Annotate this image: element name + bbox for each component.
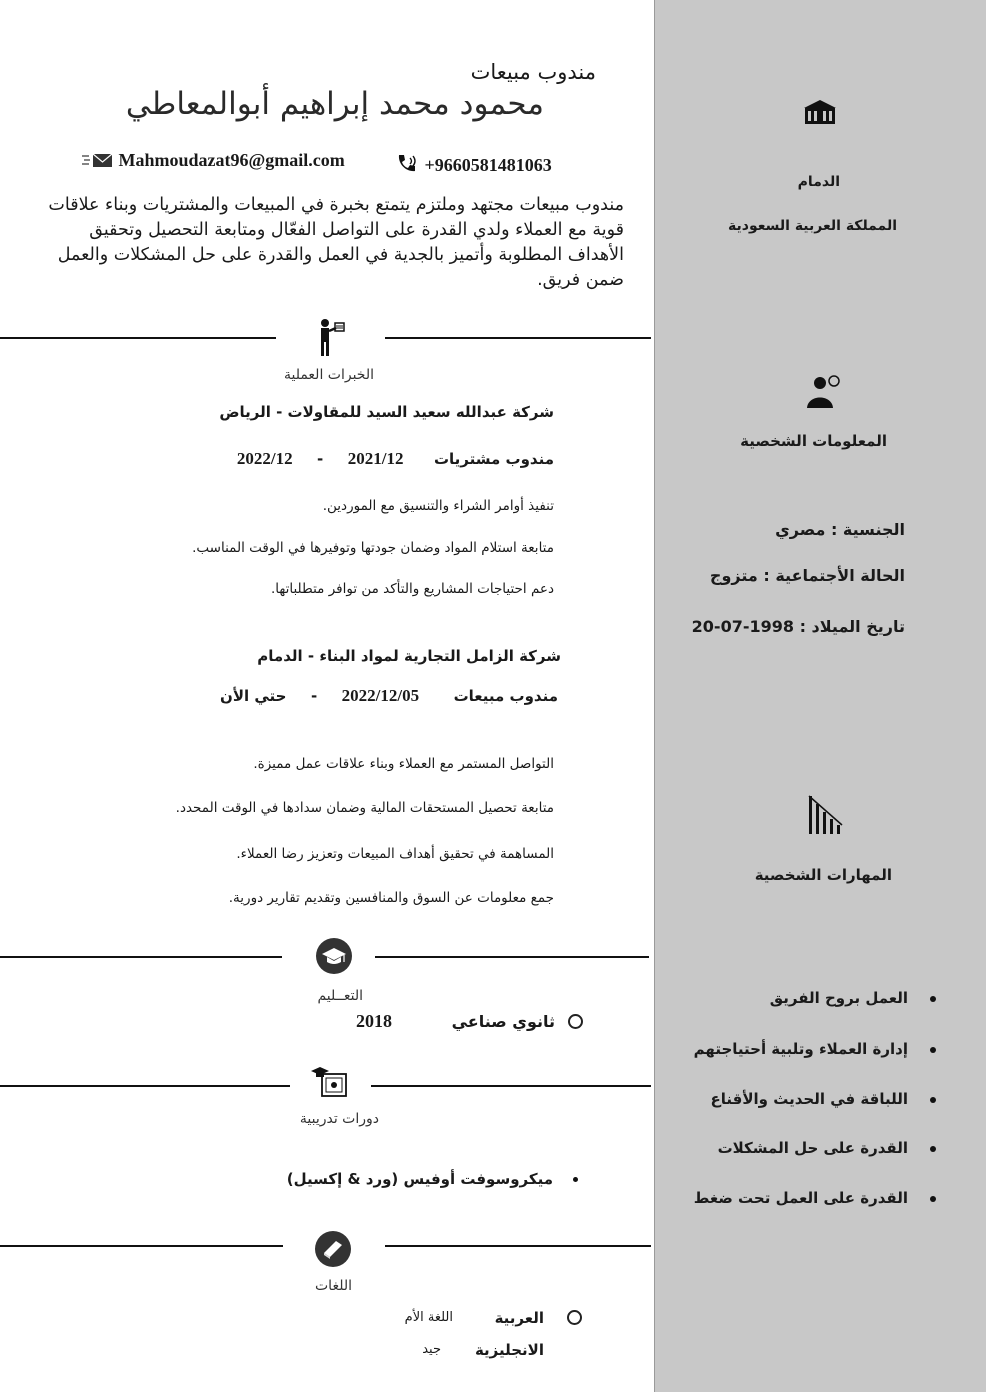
job-from: 2022/12/05 xyxy=(341,686,420,705)
bullet-ring xyxy=(567,1310,582,1325)
courses-heading: دورات تدريبية xyxy=(299,1111,379,1127)
skill-item: القدرة على حل المشكلات xyxy=(718,1139,936,1157)
summary-line: قوية مع العملاء ولدي القدرة على التواصل الفعّال ومتابعة التحصيل وتحقيق xyxy=(89,220,624,240)
job-to: حتي الأن xyxy=(220,687,287,705)
job-company: شركة عبدالله سعيد السيد للمقاولات - الرياض xyxy=(219,403,554,421)
skill-item: العمل بروح الفريق xyxy=(770,989,936,1007)
envelope-icon xyxy=(82,152,114,168)
summary-line: ضمن فريق. xyxy=(537,270,624,290)
phone-text[interactable]: +9660581481063 xyxy=(424,155,552,175)
person-icon xyxy=(803,374,841,410)
job-role-row xyxy=(237,449,554,469)
job-task: تنفيذ أوامر الشراء والتنسيق مع الموردين. xyxy=(322,498,554,514)
job-company: شركة الزامل التجارية لمواد البناء - الدمام xyxy=(257,647,561,665)
job-to: 2022/12 xyxy=(236,449,293,468)
divider xyxy=(385,1245,651,1247)
nationality-value: مصري xyxy=(775,520,826,539)
skill-item: إدارة العملاء وتلبية أحتياجتهم xyxy=(694,1040,936,1058)
marital-row: الحالة الأجتماعية : متزوج xyxy=(709,566,905,585)
worker-icon xyxy=(314,318,346,358)
job-role: مندوب مشتريات xyxy=(433,450,554,468)
marital-value: متزوج xyxy=(709,566,758,585)
marital-label: الحالة الأجتماعية xyxy=(775,566,905,585)
education-heading: التعــليم xyxy=(317,988,363,1004)
language-level: اللغة الأم xyxy=(404,1310,453,1325)
bar-chart-icon xyxy=(806,792,844,836)
summary xyxy=(20,193,624,293)
nationality-row: الجنسية : مصري xyxy=(775,520,905,539)
sidebar-city: الدمام xyxy=(797,174,840,190)
education-degree: ثانوي صناعي xyxy=(451,1012,555,1031)
divider xyxy=(0,1245,283,1247)
birth-value: 1998-07-20 xyxy=(691,617,794,636)
book-icon xyxy=(315,1231,351,1267)
divider xyxy=(0,1085,290,1087)
language-level: جيد xyxy=(422,1342,441,1357)
certificate-icon xyxy=(309,1064,349,1100)
job-from: 2021/12 xyxy=(347,449,404,468)
personal-info-heading: المعلومات الشخصية xyxy=(740,432,887,450)
job-role-row xyxy=(220,686,558,706)
summary-line: مندوب مبيعات مجتهد وملتزم يتمتع بخبرة في المبيعات والمشتريات وبناء علاقات xyxy=(48,195,624,215)
summary-line: الأهداف المطلوبة وأتميز بالجدية في العمل والقدرة على حل المشكلات والعمل xyxy=(57,245,624,265)
divider xyxy=(375,956,649,958)
course-item: ميكروسوفت أوفيس (ورد & إكسيل) xyxy=(287,1170,578,1188)
job-task: متابعة استلام المواد وضمان جودتها وتوفيرها في الوقت المناسب. xyxy=(192,540,554,556)
graduation-cap-icon xyxy=(316,938,352,974)
skill-item: اللباقة في الحديث والأقناع xyxy=(711,1090,936,1108)
education-year: 2018 xyxy=(356,1011,392,1031)
skill-item: القدرة على العمل تحت ضغط xyxy=(694,1189,936,1207)
job-title: مندوب مبيعات xyxy=(470,60,596,84)
sidebar xyxy=(654,0,986,1392)
birth-row: تاريخ الميلاد : 1998-07-20 xyxy=(691,617,905,636)
job-task: المساهمة في تحقيق أهداف المبيعات وتعزيز رضا العملاء. xyxy=(236,846,554,862)
phone-icon xyxy=(396,153,420,175)
bullet-ring xyxy=(568,1014,583,1029)
experience-heading: الخبرات العملية xyxy=(283,367,374,383)
sidebar-country: المملكة العربية السعودية xyxy=(728,218,897,234)
job-task: دعم احتياجات المشاريع والتأكد من توافر متطلباتها. xyxy=(270,581,554,597)
language-name: العربية xyxy=(494,1309,544,1327)
languages-heading: اللغات xyxy=(315,1278,352,1294)
language-name: الانجليزية xyxy=(474,1341,544,1359)
building-icon xyxy=(802,98,838,126)
divider xyxy=(371,1085,651,1087)
job-task: متابعة تحصيل المستحقات المالية وضمان سدادها في الوقت المحدد. xyxy=(175,800,554,816)
job-sep: - xyxy=(310,687,318,705)
job-task: التواصل المستمر مع العملاء وبناء علاقات عمل مميزة. xyxy=(253,756,554,772)
divider xyxy=(0,956,282,958)
job-role: مندوب مبيعات xyxy=(453,687,558,705)
full-name: محمود محمد إبراهيم أبوالمعاطي xyxy=(125,86,544,122)
job-sep: - xyxy=(317,450,324,468)
phone-row xyxy=(396,153,552,176)
email-text[interactable]: Mahmoudazat96@gmail.com xyxy=(118,150,345,170)
skills-heading: المهارات الشخصية xyxy=(754,866,892,884)
email-row xyxy=(82,150,345,171)
job-task: جمع معلومات عن السوق والمنافسين وتقديم تقارير دورية. xyxy=(228,890,554,906)
birth-label: تاريخ الميلاد xyxy=(811,617,905,636)
divider xyxy=(0,337,276,339)
divider xyxy=(385,337,651,339)
nationality-label: الجنسية xyxy=(842,520,905,539)
